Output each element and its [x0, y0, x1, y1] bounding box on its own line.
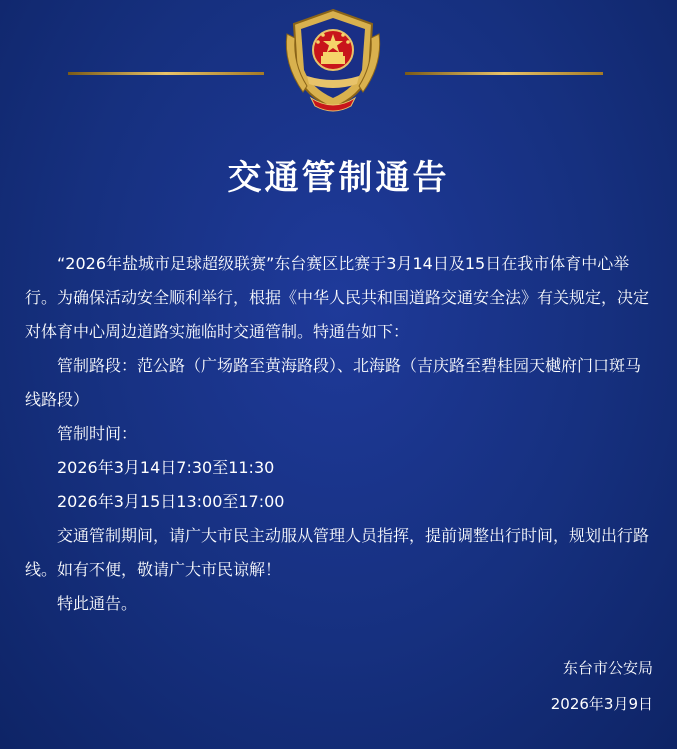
advice-paragraph: 交通管制期间，请广大市民主动服从管理人员指挥，提前调整出行时间，规划出行路线。如有不便，敬请广大市民谅解！: [25, 526, 650, 579]
gold-divider-left: [68, 72, 264, 75]
control-time-day1: 2026年3月14日7:30至11:30: [57, 458, 275, 477]
gold-divider-right: [405, 72, 603, 75]
control-time-label: 管制时间：: [57, 424, 138, 443]
intro-paragraph: “2026年盐城市足球超级联赛”东台赛区比赛于3月14日及15日在我市体育中心举行。为确保活动安全顺利举行，根据《中华人民共和国道路交通安全法》有关规定，决定对体育中心周边道路实施临时交通管制。特通告如下：: [25, 254, 650, 341]
closing-line: 特此通告。: [57, 594, 138, 613]
controlled-roads: 管制路段：范公路（广场路至黄海路段）、北海路（吉庆路至碧桂园天樾府门口斑马线路段）: [25, 356, 642, 409]
notice-body: [25, 247, 655, 621]
police-emblem-icon: [277, 4, 389, 116]
control-time-day2: 2026年3月15日13:00至17:00: [57, 492, 285, 511]
signature-block: [551, 650, 653, 722]
issuer-name: 东台市公安局: [562, 659, 653, 677]
issue-date: 2026年3月9日: [550, 695, 653, 713]
notice-title: 交通管制通告: [227, 158, 450, 198]
